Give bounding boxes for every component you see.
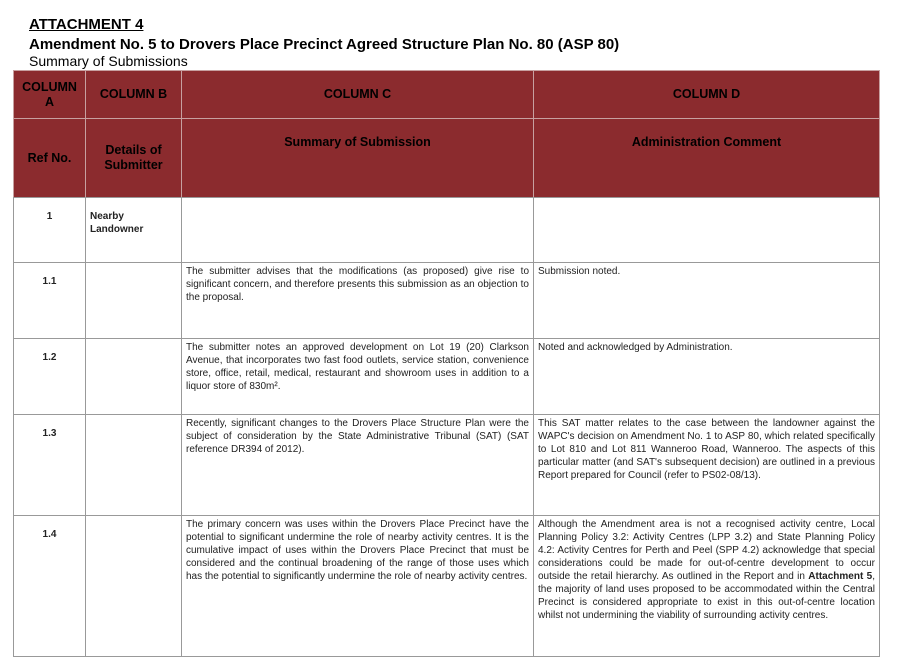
submitter-heading: Details of Submitter (86, 119, 182, 198)
comment-text-pre: Although the Amendment area is not a recognised activity centre, Local Planning Policy 3.2: Activity Centres (LPP 3.2) and State Planning Policy 4.2: Activity Centres for Perth and Peel (SPP 4.2) acknowledge that special considerations could be made for out-of-centre development to occur outside the retail hierarchy. As outlined in the Report and in (538, 519, 875, 582)
comment-cell (534, 198, 880, 263)
attachment-5-reference: Attachment 5 (808, 571, 873, 582)
submissions-table (13, 197, 880, 657)
summary-cell (182, 198, 534, 263)
column-a-label: COLUMN A (14, 71, 86, 119)
table-row (14, 516, 880, 657)
attachment-label: ATTACHMENT 4 (29, 16, 144, 33)
ref-cell: 1 (14, 198, 86, 263)
submitter-cell (86, 516, 182, 657)
comment-cell (534, 516, 880, 657)
column-c-label: COLUMN C (182, 71, 534, 119)
submitter-cell (86, 339, 182, 415)
comment-cell: This SAT matter relates to the case between the landowner against the WAPC's decision on Amendment No. 1 to ASP 80, which related specifically to Lot 810 and Lot 811 Wanneroo Road, Wanneroo. The aspects of this particular matter (and SAT's subsequent decision) are outlined in a previous Report prepared for Council (refer to PS02-08/13). (534, 415, 880, 516)
submitter-cell (86, 263, 182, 339)
summary-cell: The primary concern was uses within the Drovers Place Precinct have the potential to significant undermine the role of nearby activity centres. It is the cumulative impact of uses within the Drovers Place Precinct that must be considered and the continual broadening of the range of those uses which has the potential to significantly undermine the role of nearby activity centres. (182, 516, 534, 657)
ref-cell: 1.2 (14, 339, 86, 415)
ref-cell: 1.1 (14, 263, 86, 339)
table-row (14, 339, 880, 415)
document-title: Amendment No. 5 to Drovers Place Precinct Agreed Structure Plan No. 80 (ASP 80) (29, 36, 620, 53)
ref-no-heading: Ref No. (14, 119, 86, 198)
table-row (14, 263, 880, 339)
summary-cell: Recently, significant changes to the Drovers Place Structure Plan were the subject of consideration by the State Administrative Tribunal (SAT) (SAT reference DR394 of 2012). (182, 415, 534, 516)
comment-cell: Noted and acknowledged by Administration. (534, 339, 880, 415)
comment-cell: Submission noted. (534, 263, 880, 339)
comment-heading: Administration Comment (534, 119, 880, 198)
summary-cell: The submitter advises that the modifications (as proposed) give rise to significant concern, and therefore presents this submission as an objection to the proposal. (182, 263, 534, 339)
ref-cell: 1.3 (14, 415, 86, 516)
table-row (14, 198, 880, 263)
summary-heading: Summary of Submission (182, 119, 534, 198)
table-row (14, 415, 880, 516)
ref-cell: 1.4 (14, 516, 86, 657)
submitter-cell (86, 415, 182, 516)
header-table (13, 70, 880, 198)
comment-text-post: , the majority of land uses proposed to be accommodated within the Central Precinct is considered appropriate to exist in this out-of-centre location whilst not undermining the viability of surrounding activity centres. (538, 571, 875, 621)
column-b-label: COLUMN B (86, 71, 182, 119)
column-d-label: COLUMN D (534, 71, 880, 119)
submitter-cell: Nearby Landowner (86, 198, 182, 263)
document-subtitle: Summary of Submissions (29, 53, 188, 69)
summary-cell: The submitter notes an approved development on Lot 19 (20) Clarkson Avenue, that incorporates two fast food outlets, service station, convenience store, office, retail, medical, restaurant and showroom uses in addition to a liquor store of 830m². (182, 339, 534, 415)
